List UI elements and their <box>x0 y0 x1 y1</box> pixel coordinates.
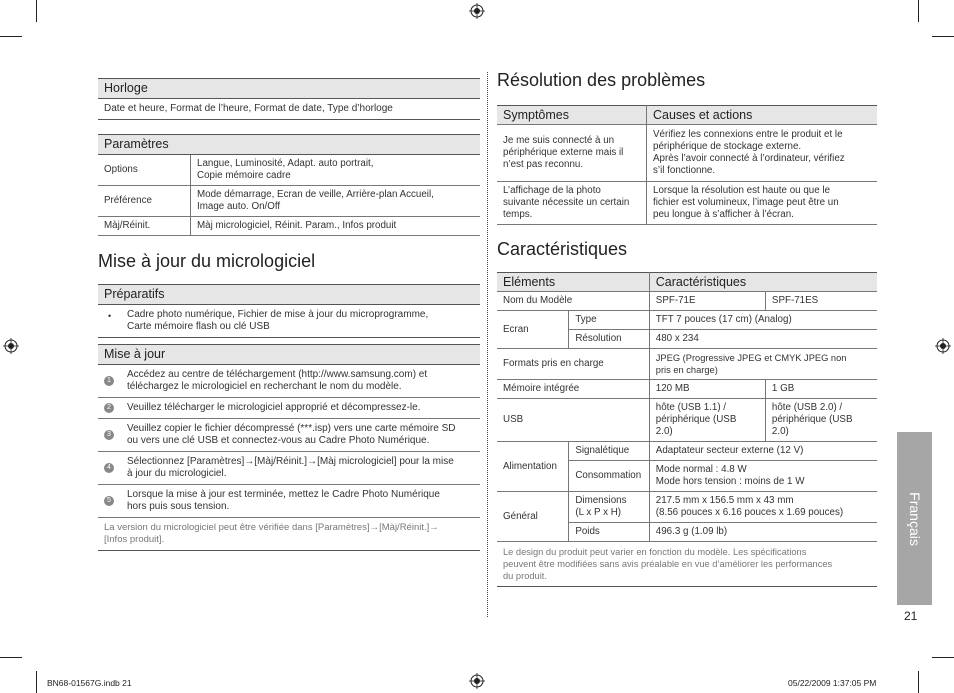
table-row <box>497 349 877 380</box>
spec-label: Poids <box>569 523 649 542</box>
spec-group: Alimentation <box>497 442 569 492</box>
table-row <box>497 380 877 399</box>
table-row <box>98 155 480 186</box>
step-item <box>98 365 480 398</box>
specs-note: Le design du produit peut varier en fonction du modèle. Les spécifications peuvent être modifiées sans avis préalable en vue d’améliorer les performances du produit. <box>497 542 877 587</box>
spec-value: 1 GB <box>765 380 877 399</box>
spec-value: TFT 7 pouces (17 cm) (Analog) <box>649 311 877 330</box>
step-item <box>98 452 480 485</box>
spec-value: Adaptateur secteur externe (12 V) <box>649 442 877 461</box>
specs-title: Caractéristiques <box>497 239 628 259</box>
preparatifs-text: Cadre photo numérique, Fichier de mise à jour du microprogramme, Carte mémoire flash ou clé USB <box>127 309 429 332</box>
step-number-icon: 2 <box>104 403 114 413</box>
registration-mark-icon <box>469 673 485 689</box>
spec-value: 217.5 mm x 156.5 mm x 43 mm (8.56 pouces x 6.16 pouces x 1.69 pouces) <box>649 492 877 523</box>
registration-mark-icon <box>3 338 19 354</box>
spec-label: Mémoire intégrée <box>497 380 649 399</box>
parametres-table <box>98 155 480 236</box>
spec-value: Mode normal : 4.8 W Mode hors tension : moins de 1 W <box>649 461 877 492</box>
action-cell: Vérifiez les connexions entre le produit et le périphérique de stockage externe. Après l’avoir connecté à l’ordinateur, vérifiez s’il fonctionne. <box>647 125 878 182</box>
horloge-text: Date et heure, Format de l’heure, Format de date, Type d’horloge <box>98 99 480 120</box>
param-label: Préférence <box>98 186 191 217</box>
step-item <box>98 419 480 452</box>
preparatifs-header: Préparatifs <box>98 284 480 305</box>
table-row <box>497 492 877 523</box>
crop-mark <box>36 671 37 693</box>
spec-value: JPEG (Progressive JPEG et CMYK JPEG non pris en charge) <box>649 349 877 380</box>
spec-group: Général <box>497 492 569 542</box>
spec-label: USB <box>497 399 649 442</box>
language-label: Français <box>906 491 923 546</box>
step-item <box>98 398 480 419</box>
col-elements: Eléments <box>497 273 649 292</box>
param-label: Options <box>98 155 191 186</box>
spec-label: Résolution <box>569 330 649 349</box>
troubleshooting-table <box>497 105 877 225</box>
crop-mark <box>36 0 37 22</box>
param-label: Màj/Réinit. <box>98 217 191 236</box>
spec-value: hôte (USB 1.1) / périphérique (USB 2.0) <box>649 399 765 442</box>
table-row <box>98 186 480 217</box>
spec-label: Signalétique <box>569 442 649 461</box>
param-value: Langue, Luminosité, Adapt. auto portrait, Copie mémoire cadre <box>191 155 481 186</box>
horloge-header: Horloge <box>98 78 480 99</box>
step-item <box>98 485 480 518</box>
col-caracteristiques: Caractéristiques <box>649 273 877 292</box>
language-tab <box>897 432 932 605</box>
crop-mark <box>0 657 22 658</box>
table-row <box>497 399 877 442</box>
table-row <box>497 292 877 311</box>
step-number-icon: 4 <box>104 463 114 473</box>
right-column <box>497 70 877 587</box>
step-text: Veuillez copier le fichier décompressé (***.isp) vers une carte mémoire SD ou vers une clé USB et connectez-vous au Cadre Photo Numérique. <box>127 423 456 446</box>
spec-value: hôte (USB 2.0) / périphérique (USB 2.0) <box>765 399 877 442</box>
spec-value: 120 MB <box>649 380 765 399</box>
table-row <box>497 442 877 461</box>
step-number-icon: 5 <box>104 496 114 506</box>
table-header-row <box>497 106 877 125</box>
symptom-cell: Je me suis connecté à un périphérique externe mais il n’est pas reconnu. <box>497 125 647 182</box>
spec-group: Ecran <box>497 311 569 349</box>
spec-label: Type <box>569 311 649 330</box>
symptom-cell: L’affichage de la photo suivante nécessite un certain temps. <box>497 182 647 225</box>
crop-mark <box>918 671 919 693</box>
spec-value: SPF-71ES <box>765 292 877 311</box>
registration-mark-icon <box>469 3 485 19</box>
param-value: Mode démarrage, Ecran de veille, Arrière-plan Accueil, Image auto. On/Off <box>191 186 481 217</box>
firmware-note: La version du micrologiciel peut être vérifiée dans [Paramètres]→[Màj/Réinit.]→ [Infos produit]. <box>98 518 480 551</box>
step-text: Veuillez télécharger le micrologiciel approprié et décompressez-le. <box>127 402 421 413</box>
step-text: Accédez au centre de téléchargement (http://www.samsung.com) et téléchargez le micrologiciel en recherchant le nom du modèle. <box>127 369 428 392</box>
spec-value: SPF-71E <box>649 292 765 311</box>
spec-label: Nom du Modèle <box>497 292 649 311</box>
spec-label: Consommation <box>569 461 649 492</box>
bullet: • <box>108 311 112 321</box>
spec-value: 496.3 g (1.09 lb) <box>649 523 877 542</box>
specs-table <box>497 272 877 542</box>
footer-left: BN68-01567G.indb 21 <box>47 678 132 688</box>
table-row <box>497 311 877 330</box>
table-row <box>497 125 877 182</box>
footer-right: 05/22/2009 1:37:05 PM <box>788 678 877 688</box>
page-number: 21 <box>904 609 918 623</box>
param-value: Màj micrologiciel, Réinit. Param., Infos produit <box>191 217 481 236</box>
spec-label: Formats pris en charge <box>497 349 649 380</box>
crop-mark <box>932 657 954 658</box>
spec-value: 480 x 234 <box>649 330 877 349</box>
parametres-header: Paramètres <box>98 134 480 155</box>
step-text: Lorsque la mise à jour est terminée, mettez le Cadre Photo Numérique hors puis sous tension. <box>127 489 440 512</box>
step-number-icon: 3 <box>104 430 114 440</box>
action-cell: Lorsque la résolution est haute ou que le fichier est volumineux, l’image peut être un peu longue à s’afficher à l’écran. <box>647 182 878 225</box>
table-row <box>98 217 480 236</box>
firmware-title: Mise à jour du micrologiciel <box>98 251 316 271</box>
spec-label: Dimensions (L x P x H) <box>569 492 649 523</box>
table-row <box>497 182 877 225</box>
crop-mark <box>918 0 919 22</box>
mise-a-jour-header: Mise à jour <box>98 344 480 365</box>
troubleshooting-title: Résolution des problèmes <box>497 70 706 90</box>
table-header-row <box>497 273 877 292</box>
preparatifs-item <box>98 305 480 338</box>
left-column <box>98 78 480 551</box>
step-number-icon: 1 <box>104 376 114 386</box>
step-text: Sélectionnez [Paramètres]→[Màj/Réinit.]→[Màj micrologiciel] pour la mise à jour du micrologiciel. <box>127 456 454 479</box>
crop-mark <box>0 36 22 37</box>
column-divider <box>487 72 488 617</box>
col-causes: Causes et actions <box>647 106 878 125</box>
registration-mark-icon <box>935 338 951 354</box>
col-symptomes: Symptômes <box>497 106 647 125</box>
crop-mark <box>932 36 954 37</box>
